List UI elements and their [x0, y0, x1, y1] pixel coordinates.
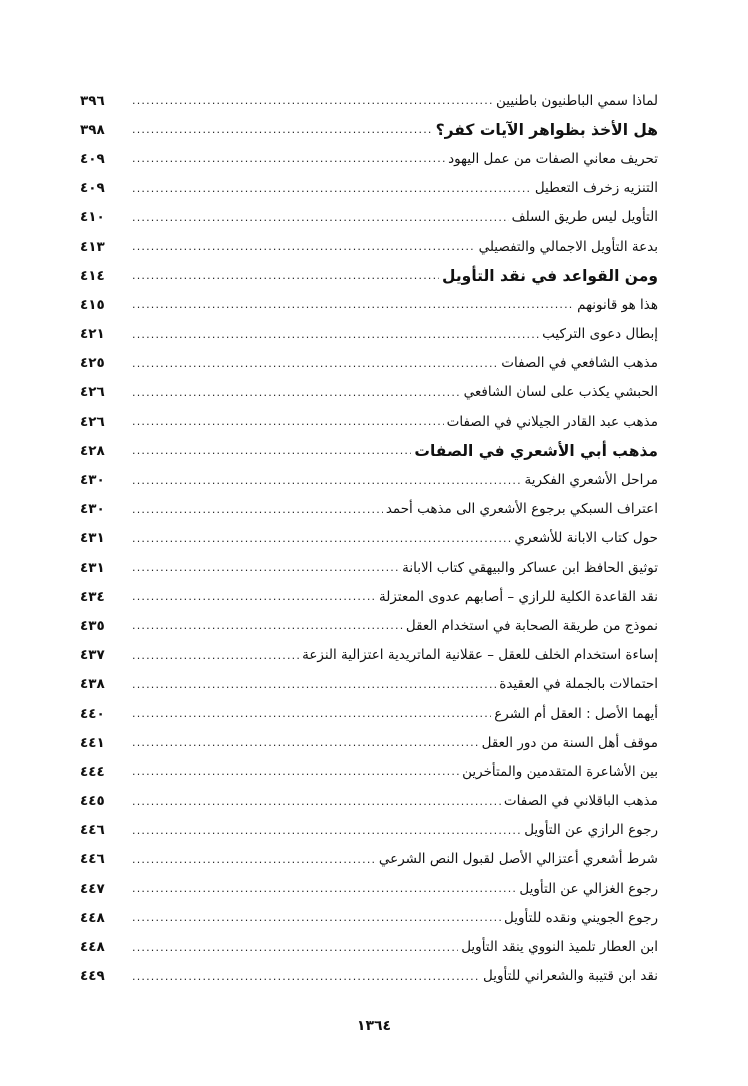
toc-entry — [80, 144, 658, 173]
toc-entry-title: مذهب أبي الأشعري في الصفات — [414, 441, 658, 460]
toc-entry — [80, 641, 658, 670]
dot-leader — [128, 882, 516, 895]
dot-leader — [128, 444, 411, 457]
toc-entry-title: بين الأشاعرة المتقدمين والمتأخرين — [462, 763, 658, 780]
toc-entry — [80, 378, 658, 407]
dot-leader — [128, 824, 521, 837]
toc-entry — [80, 757, 658, 786]
toc-entry-page-number: ٤٢٦ — [80, 413, 105, 430]
toc-entry — [80, 407, 658, 436]
table-of-contents — [80, 86, 658, 991]
toc-entry-title: اعتراف السبكي برجوع الأشعري الى مذهب أحمد — [385, 501, 658, 518]
toc-entry-title: ابن العطار تلميذ النووي ينقد التأويل — [461, 939, 658, 956]
toc-entry — [80, 86, 658, 115]
toc-entry — [80, 874, 658, 903]
toc-entry-page-number: ٤٠٩ — [80, 180, 105, 197]
dot-leader — [128, 736, 479, 749]
dot-leader — [128, 211, 509, 224]
dot-leader — [128, 357, 498, 370]
toc-entry-page-number: ٤٤١ — [80, 734, 105, 751]
toc-entry — [80, 903, 658, 932]
dot-leader — [128, 503, 383, 516]
dot-leader — [128, 182, 532, 195]
toc-entry — [80, 320, 658, 349]
toc-entry-title: لماذا سمي الباطنيون باطنيين — [496, 92, 658, 109]
toc-entry-page-number: ٤٤٧ — [80, 880, 105, 897]
toc-entry — [80, 962, 658, 991]
toc-entry — [80, 553, 658, 582]
toc-entry-title: توثيق الحافظ ابن عساكر والبيهقي كتاب الابانة — [402, 559, 658, 576]
toc-entry-title: إساءة استخدام الخلف للعقل – عقلانية الماتريدية اعتزالية النزعة — [302, 647, 658, 664]
toc-entry-title: حول كتاب الابانة للأشعري — [514, 530, 658, 547]
toc-entry — [80, 261, 658, 290]
toc-entry-title: نموذج من طريقة الصحابة في استخدام العقل — [405, 617, 658, 634]
dot-leader — [128, 474, 522, 487]
dot-leader — [128, 678, 496, 691]
toc-entry-page-number: ٤١٣ — [80, 238, 105, 255]
toc-entry-title: تحريف معاني الصفات من عمل اليهود — [448, 150, 658, 167]
toc-entry-title: ومن القواعد في نقد التأويل — [442, 266, 658, 285]
dot-leader — [128, 970, 480, 983]
toc-entry-page-number: ٤٣٤ — [80, 588, 105, 605]
toc-entry-page-number: ٤٣١ — [80, 559, 105, 576]
toc-entry-title: بدعة التأويل الاجمالي والتفصيلي — [478, 238, 658, 255]
toc-entry — [80, 611, 658, 640]
toc-entry-page-number: ٤٤٩ — [80, 968, 105, 985]
dot-leader — [128, 707, 491, 720]
toc-entry-title: أيهما الأصل : العقل أم الشرع — [494, 705, 658, 722]
toc-entry-page-number: ٤٤٦ — [80, 851, 105, 868]
toc-entry-title: رجوع الجويني ونقده للتأويل — [504, 909, 658, 926]
toc-entry — [80, 670, 658, 699]
toc-entry-title: مذهب الشافعي في الصفات — [501, 355, 658, 372]
toc-entry-page-number: ٤٣٥ — [80, 617, 105, 634]
toc-entry-page-number: ٤٢١ — [80, 326, 105, 343]
toc-entry-page-number: ٤٤٨ — [80, 939, 105, 956]
toc-entry-page-number: ٤٣٠ — [80, 472, 105, 489]
dot-leader — [128, 152, 445, 165]
dot-leader — [128, 123, 433, 136]
toc-entry-title: هل الأخذ بظواهر الآيات كفر؟ — [435, 120, 658, 139]
toc-entry-title: موقف أهل السنة من دور العقل — [481, 734, 658, 751]
toc-entry — [80, 932, 658, 961]
toc-entry-page-number: ٤١٠ — [80, 209, 105, 226]
toc-entry-title: هذا هو قانونهم — [577, 296, 658, 313]
toc-entry-page-number: ٤٢٦ — [80, 384, 105, 401]
dot-leader — [128, 941, 458, 954]
toc-entry-title: شرط أشعري أعتزالي الأصل لقبول النص الشرعي — [378, 851, 658, 868]
toc-entry — [80, 582, 658, 611]
toc-entry — [80, 115, 658, 144]
toc-entry-page-number: ٤٢٨ — [80, 442, 105, 459]
toc-entry-page-number: ٣٩٦ — [80, 92, 105, 109]
toc-entry — [80, 728, 658, 757]
dot-leader — [128, 532, 511, 545]
toc-entry-page-number: ٣٩٨ — [80, 121, 105, 138]
toc-entry-page-number: ٤٤٠ — [80, 705, 105, 722]
dot-leader — [128, 853, 376, 866]
dot-leader — [128, 911, 501, 924]
toc-entry-page-number: ٤٢٥ — [80, 355, 105, 372]
toc-entry-page-number: ٤٠٩ — [80, 150, 105, 167]
toc-entry-title: التنزيه زخرف التعطيل — [534, 180, 658, 197]
toc-entry-page-number: ٤٣٨ — [80, 676, 105, 693]
toc-entry-title: إبطال دعوى التركيب — [542, 326, 658, 343]
toc-entry — [80, 203, 658, 232]
toc-entry-page-number: ٤٣٠ — [80, 501, 105, 518]
dot-leader — [128, 240, 476, 253]
toc-entry — [80, 174, 658, 203]
dot-leader — [128, 795, 501, 808]
toc-entry-page-number: ٤٤٦ — [80, 822, 105, 839]
toc-entry — [80, 699, 658, 728]
toc-entry-page-number: ٤١٥ — [80, 296, 105, 313]
toc-entry-page-number: ٤٣٧ — [80, 647, 105, 664]
toc-entry-title: الحبشي يكذب على لسان الشافعي — [463, 384, 658, 401]
toc-entry — [80, 290, 658, 319]
toc-entry-title: نقد القاعدة الكلية للرازي – أصابهم عدوى المعتزلة — [378, 588, 658, 605]
dot-leader — [128, 649, 299, 662]
toc-entry-title: احتمالات بالجملة في العقيدة — [499, 676, 658, 693]
dot-leader — [128, 386, 461, 399]
dot-leader — [128, 269, 439, 282]
page-number: ١٣٦٤ — [356, 1018, 392, 1034]
toc-entry — [80, 232, 658, 261]
toc-entry-page-number: ٤١٤ — [80, 267, 105, 284]
dot-leader — [128, 590, 376, 603]
toc-entry-page-number: ٤٤٤ — [80, 763, 105, 780]
toc-entry-title: مراحل الأشعري الفكرية — [524, 472, 658, 489]
dot-leader — [128, 328, 539, 341]
dot-leader — [128, 94, 493, 107]
toc-entry-page-number: ٤٤٥ — [80, 793, 105, 810]
dot-leader — [128, 298, 574, 311]
dot-leader — [128, 561, 399, 574]
toc-entry-title: رجوع الغزالي عن التأويل — [519, 880, 658, 897]
dot-leader — [128, 415, 444, 428]
dot-leader — [128, 765, 459, 778]
toc-entry — [80, 524, 658, 553]
toc-entry-title: نقد ابن قتيبة والشعراني للتأويل — [483, 968, 658, 985]
toc-entry — [80, 816, 658, 845]
dot-leader — [128, 619, 403, 632]
toc-entry — [80, 436, 658, 465]
toc-entry — [80, 495, 658, 524]
toc-entry — [80, 787, 658, 816]
toc-entry-page-number: ٤٣١ — [80, 530, 105, 547]
toc-entry-page-number: ٤٤٨ — [80, 909, 105, 926]
toc-entry-title: مذهب عبد القادر الجيلاني في الصفات — [446, 413, 658, 430]
toc-entry — [80, 845, 658, 874]
toc-entry-title: رجوع الرازي عن التأويل — [524, 822, 658, 839]
toc-entry-title: التأويل ليس طريق السلف — [511, 209, 658, 226]
toc-entry-title: مذهب الباقلاني في الصفات — [503, 793, 658, 810]
toc-entry — [80, 465, 658, 494]
toc-entry — [80, 349, 658, 378]
